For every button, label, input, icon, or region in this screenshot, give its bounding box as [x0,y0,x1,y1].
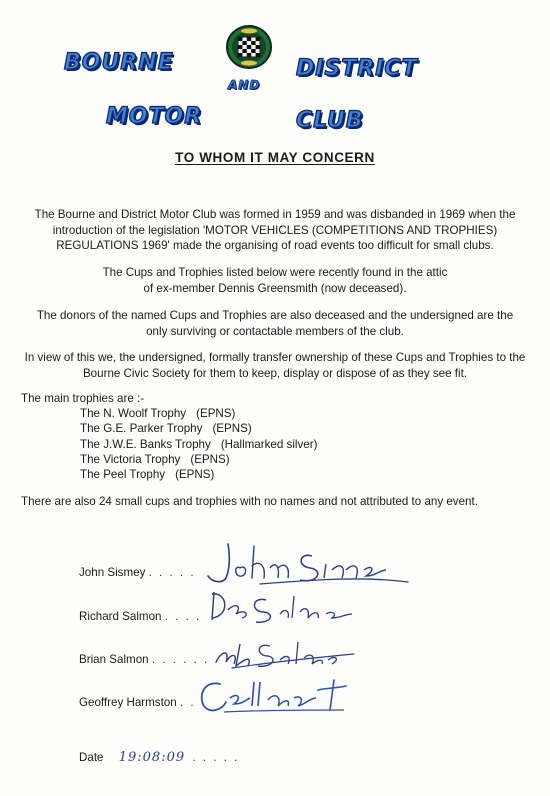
list-item: The Victoria Trophy (EPNS) [80,452,230,466]
signature-john-sismey [200,540,412,588]
signature-dots: . . [179,696,196,709]
signature-dots: . . . . . [148,566,196,579]
club-name-district: DISTRICT [296,56,418,81]
signature-brian-salmon [212,636,362,672]
signatory-name: Richard Salmon [79,610,162,623]
list-item: The J.W.E. Banks Trophy (Hallmarked silver) [80,437,318,451]
paragraph-discovery: The Cups and Trophies listed below were recently found in the attic of ex-member Dennis Greensmith (now deceased). [102,266,448,295]
club-name-and: AND [228,78,261,92]
list-item: The Peel Trophy (EPNS) [80,468,215,482]
list-item: The G.E. Parker Trophy (EPNS) [80,422,252,436]
date-dots: . . . . . [192,751,240,764]
signatory-row [79,653,220,666]
signature-dots: . . . . [164,610,202,623]
date-value: 19:08:09 [118,750,186,765]
signatory-row [79,696,196,709]
heading-text: TO WHOM IT MAY CONCERN [175,150,375,165]
signature-richard-salmon [206,588,366,628]
signatory-name: Geoffrey Harmston [79,696,177,709]
trophy-list [80,406,317,482]
club-badge-icon [225,23,273,71]
paragraph-donors: The donors of the named Cups and Trophies are also deceased and the undersigned are the only surviving or contactable members of the club. [36,309,514,338]
club-name-motor: MOTOR [106,104,203,129]
signature-geoffrey-harmston [194,676,350,718]
signature-dots: . . . . . . . [151,653,220,666]
signatory-name: Brian Salmon [79,653,149,666]
document-heading [0,150,550,165]
date-row [79,750,239,765]
club-name-bourne: BOURNE [64,50,174,75]
list-item: The N. Woolf Trophy (EPNS) [80,407,236,420]
date-label: Date [79,751,104,764]
paragraph-history: The Bourne and District Motor Club was formed in 1959 and was disbanded in 1969 when the introduction of the legislation 'MOTOR VEHICLES (COMPETITIONS AND TROPHIES) REGULATIONS 1969' made the organising of road events too difficult for small clubs. [34,208,516,252]
signatory-row [79,610,201,623]
club-name-club: CLUB [296,108,364,133]
signatory-row [79,566,196,579]
trophies-intro: The main trophies are :- [21,392,145,405]
paragraph-transfer: In view of this we, the undersigned, formally transfer ownership of these Cups and Trophies to the Bourne Civic Society for them to keep, display or dispose of as they see fit. [24,351,526,380]
signatory-name: John Sismey [79,566,146,579]
small-cups-note: There are also 24 small cups and trophies with no names and not attributed to any event. [21,495,478,508]
